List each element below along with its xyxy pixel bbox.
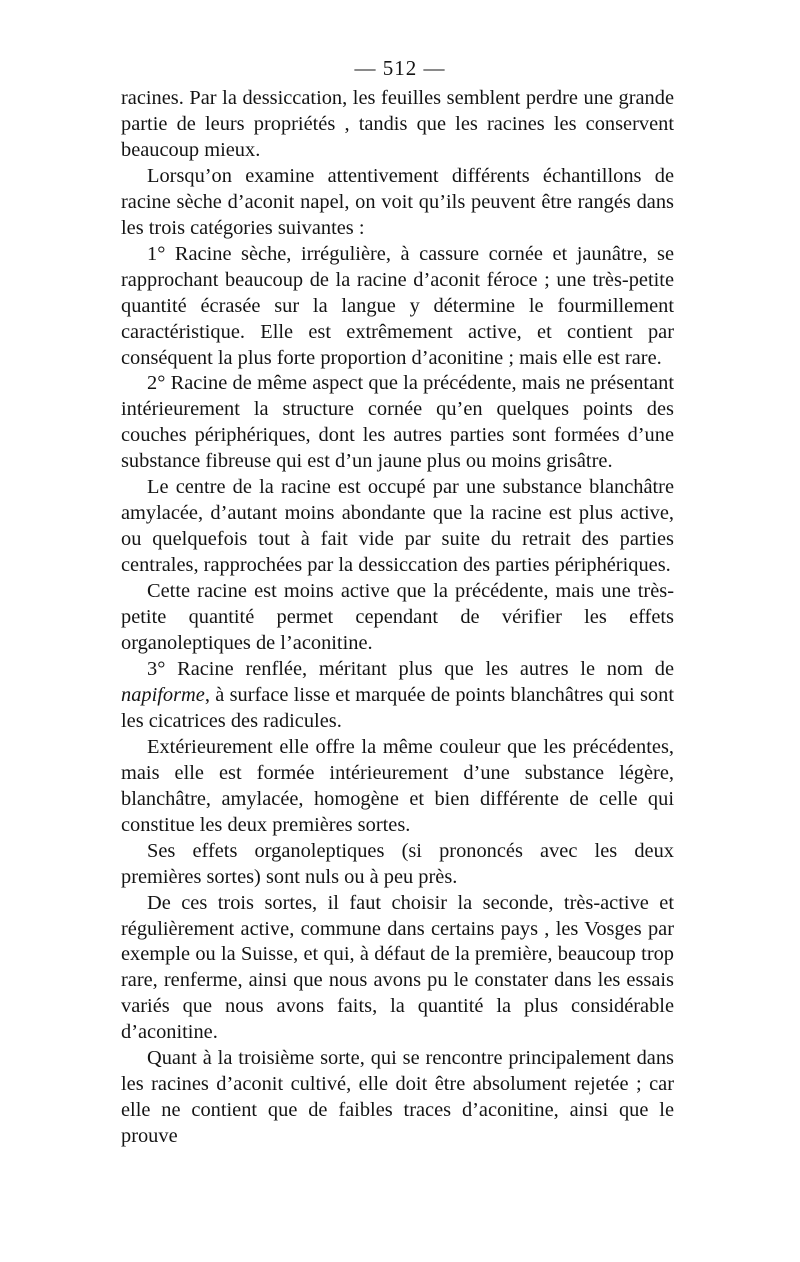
paragraph-category-3-effects: Ses effets organoleptiques (si prononcés avec les deux premières sortes) sont nuls ou à peu près. (121, 839, 674, 888)
paragraph-category-3-end: , à surface lisse et marquée de points blanchâtres qui sont les cicatrices des radicules. (121, 683, 674, 732)
paragraph-category-3-start: 3° Racine renflée, méritant plus que les autres le nom de (147, 657, 674, 680)
paragraph-third-sort: Quant à la troisième sorte, qui se rencontre principalement dans les racines d’aconit cultivé, elle doit être absolument rejetée ; car elle ne contient que de faibles traces d’aconitine, ainsi que le prouve (121, 1047, 674, 1148)
page-number: — 512 — (354, 56, 446, 80)
paragraph-category-1: 1° Racine sèche, irrégulière, à cassure cornée et jaunâtre, se rapprochant beaucoup de la racine d’aconit féroce ; une très-petite quantité écrasée sur la langue y détermine le fourmillement caractéristique. Elle est extrêmement active, et contient par conséquent la plus forte proportion d’aconitine ; mais elle est rare. (121, 242, 674, 369)
paragraph-intro: Lorsqu’on examine attentivement différents échantillons de racine sèche d’aconit napel, on voit qu’ils peuvent être rangés dans les trois catégories suivantes : (121, 164, 674, 239)
paragraph-category-2: 2° Racine de même aspect que la précédente, mais ne présentant intérieurement la structure cornée qu’en quelques points des couches périphériques, dont les autres parties sont formées d’une substance fibreuse qui est d’un jaune plus ou moins grisâtre. (121, 372, 674, 473)
body-text (121, 86, 674, 1150)
paragraph-category-3 (121, 657, 674, 735)
paragraph-category-2-centre: Le centre de la racine est occupé par une substance blanchâtre amylacée, d’autant moins abondante que la racine est plus active, ou quelquefois tout à fait vide par suite du retrait des parties centrales, rapprochées par la dessiccation des parties périphériques. (121, 476, 674, 577)
paragraph-category-3-exterior: Extérieurement elle offre la même couleur que les précédentes, mais elle est formée intérieurement d’une substance légère, blanchâtre, amylacée, homogène et bien différente de celle qui constitue les deux premières sortes. (121, 735, 674, 836)
paragraph-choice: De ces trois sortes, il faut choisir la seconde, très-active et régulièrement active, commune dans certains pays , les Vosges par exemple ou la Suisse, et qui, à défaut de la première, beaucoup trop rare, renferme, ainsi que nous avons pu le constater dans les essais variés que nous avons faits, la quantité la plus considérable d’aconitine. (121, 891, 674, 1044)
napiforme-emphasis: napiforme (121, 683, 205, 706)
paragraph-category-2-activity: Cette racine est moins active que la précédente, mais une très-petite quantité permet cependant de vérifier les effets organoleptiques de l’aconitine. (121, 580, 674, 655)
paragraph-continuation: racines. Par la dessiccation, les feuilles semblent perdre une grande partie de leurs propriétés , tandis que les racines les conservent beaucoup mieux. (121, 87, 674, 161)
